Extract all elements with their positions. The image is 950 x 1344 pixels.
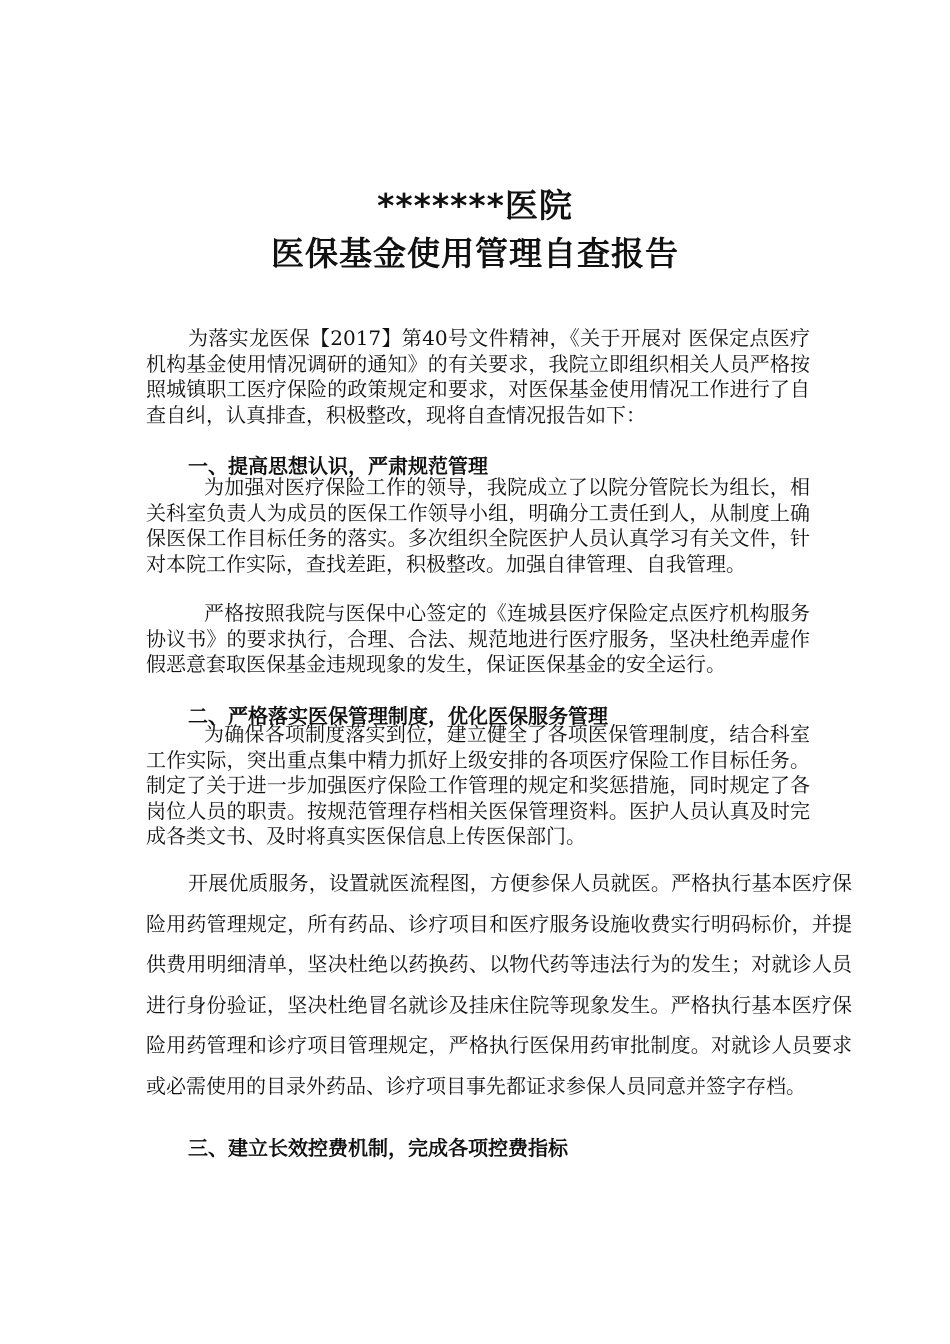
- intro-paragraph: 为落实龙医保【2017】第40号文件精神，《关于开展对 医保定点医疗机构基金使用情况调研的通知》的有关要求，我院立即组织相关人员严格按照城镇职工医疗保险的政策规定和要求，对医保基金使用情况工作进行了自查自纠，认真排查，积极整改，现将自查情况报告如下：: [146, 326, 810, 427]
- section1-paragraph-1: 为加强对医疗保险工作的领导，我院成立了以院分管院长为组长，相关科室负责人为成员的医保工作领导小组，明确分工责任到人，从制度上确保医保工作目标任务的落实。多次组织全院医护人员认真学习有关文件，针对本院工作实际，查找差距，积极整改。加强自律管理、自我管理。: [146, 475, 810, 576]
- section2-paragraph-2: 开展优质服务，设置就医流程图，方便参保人员就医。严格执行基本医疗保险用药管理规定，所有药品、诊疗项目和医疗服务设施收费实行明码标价，并提供费用明细清单，坚决杜绝以药换药、以物代药等违法行为的发生；对就诊人员进行身份验证，坚决杜绝冒名就诊及挂床住院等现象发生。严格执行基本医疗保险用药管理和诊疗项目管理规定，严格执行医保用药审批制度。对就诊人员要求或必需使用的目录外药品、诊疗项目事先都证求参保人员同意并签字存档。: [146, 871, 852, 1098]
- section1-heading: 一、提高思想认识，严肃规范管理: [188, 454, 488, 478]
- section1-paragraph-2: 严格按照我院与医保中心签定的《连城县医疗保险定点医疗机构服务协议书》的要求执行，合理、合法、规范地进行医疗服务，坚决杜绝弄虚作假恶意套取医保基金违规现象的发生，保证医保基金的安全运行。: [146, 601, 810, 676]
- section2-paragraph-1: 为确保各项制度落实到位，建立健全了各项医保管理制度，结合科室工作实际，突出重点集中精力抓好上级安排的各项医疗保险工作目标任务。制定了关于进一步加强医疗保险工作管理的规定和奖惩措施，同时规定了各岗位人员的职责。按规范管理存档相关医保管理资料。医护人员认真及时完成各类文书、及时将真实医保信息上传医保部门。: [146, 722, 810, 848]
- document-title-hospital: *******医院: [377, 186, 573, 225]
- section2-heading: 二、严格落实医保管理制度，优化医保服务管理: [188, 704, 608, 728]
- document-title-report: 医保基金使用管理自查报告: [271, 234, 679, 273]
- section3-heading: 三、建立长效控费机制，完成各项控费指标: [188, 1136, 568, 1160]
